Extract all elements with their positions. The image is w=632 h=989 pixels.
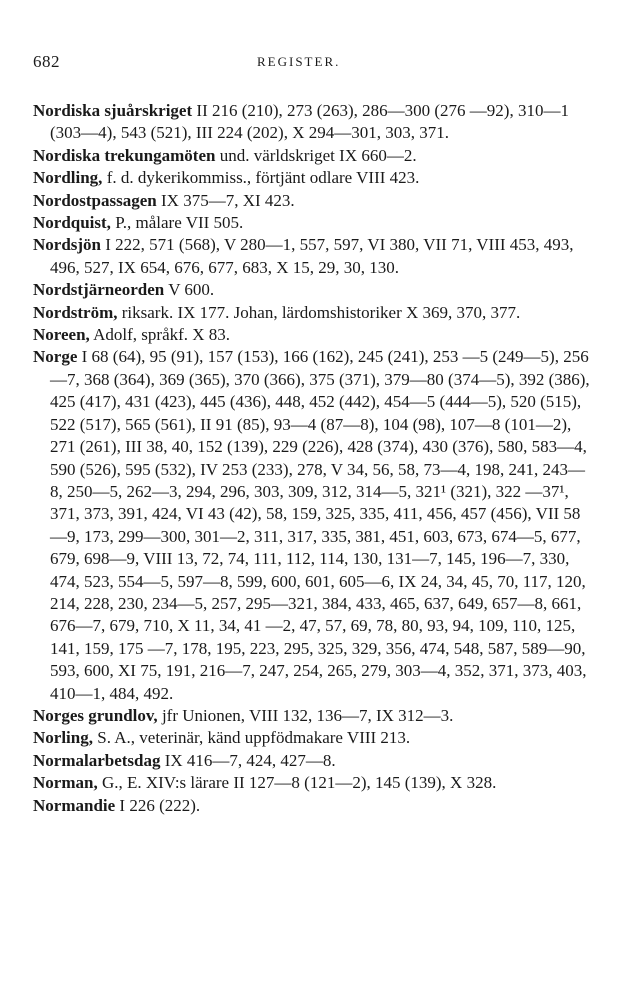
entry-headword: Noreen, [33, 325, 90, 345]
entry-headword: Norling, [33, 728, 93, 748]
index-entry [33, 145, 593, 167]
index-entry [33, 234, 593, 279]
index-entry [33, 795, 593, 817]
entry-headword: Nordiska sjuårskriget [33, 101, 193, 120]
entry-references: P., målare VII 505. [110, 213, 244, 233]
index-entry [33, 212, 593, 234]
entry-references: I 226 (222). [115, 795, 201, 815]
page-number: 682 [33, 52, 60, 71]
index-entry [33, 302, 593, 324]
entry-headword: Nordstjärneorden [33, 280, 165, 300]
entry-headword: Nordiska trekungamöten [33, 145, 216, 165]
index-entries [33, 100, 593, 817]
index-entry [33, 324, 593, 346]
entry-headword: Normalarbetsdag [33, 750, 161, 770]
entry-references: riksark. IX 177. Johan, lärdomshistoriker X 369, 370, 377. [117, 302, 521, 322]
entry-headword: Norge [33, 347, 78, 367]
entry-references: V 600. [164, 280, 215, 300]
entry-headword: Nordling, [33, 168, 103, 188]
entry-references: IX 375—7, XI 423. [156, 190, 295, 210]
index-entry [33, 750, 593, 772]
index-entry [33, 190, 593, 212]
entry-references: S. A., veterinär, känd uppfödmakare VIII 213. [92, 728, 411, 748]
index-entry [33, 727, 593, 749]
entry-references: jfr Unionen, VIII 132, 136—7, IX 312—3. [157, 705, 454, 725]
entry-references: I 222, 571 (568), V 280—1, 557, 597, VI 380, VII 71, VIII 453, 493, 496, 527, IX 654, 676, 677, 683, X 15, 29, 30, 130. [50, 235, 574, 277]
running-head [0, 52, 632, 82]
index-entry [33, 167, 593, 189]
entry-headword: Nordsjön [33, 235, 102, 255]
index-entry [33, 100, 593, 145]
entry-headword: Nordquist, [33, 213, 111, 233]
entry-headword: Norges grundlov, [33, 705, 158, 725]
entry-headword: Normandie [33, 795, 116, 815]
entry-headword: Nordostpassagen [33, 190, 157, 210]
entry-references: IX 416—7, 424, 427—8. [160, 750, 336, 770]
entry-references: f. d. dykerikommiss., förtjänt odlare VIII 423. [102, 168, 420, 188]
entry-references: II 216 (210), 273 (263), 286—300 (276 —92), 310—1 (303—4), 543 (521), III 224 (202), X 294—301, 303, 371. [50, 101, 569, 143]
entry-headword: Norman, [33, 773, 98, 793]
index-entry [33, 772, 593, 794]
running-title: REGISTER. [257, 54, 341, 69]
index-entry [33, 705, 593, 727]
entry-references: G., E. XIV:s lärare II 127—8 (121—2), 145 (139), X 328. [97, 773, 497, 793]
entry-references: Adolf, språkf. X 83. [89, 325, 231, 345]
entry-references: und. världskriget IX 660—2. [215, 145, 417, 165]
entry-references: I 68 (64), 95 (91), 157 (153), 166 (162), 245 (241), 253 —5 (249—5), 256—7, 368 (364), 369 (365), 370 (366), 375 (371), 379—80 (374—5), 392 (386), 425 (417), 431 (423), 445 (436), 448, 452 (442), 454—5 (444—5), 520 (515), 522 (517), 565 (561), II 91 (85), 93—4 (87—8), 104 (98), 107—8 (101—2), 271 (261), III 38, 40, 152 (139), 229 (226), 428 (374), 430 (376), 580, 583—4, 590 (526), 595 (532), IV 253 (233), 278, V 34, 56, 58, 73—4, 198, 241, 243—8, 250—5, 262—3, 294, 296, 303, 309, 312, 314—5, 321¹ (321), 322 —37¹, 371, 373, 391, 424, VI 43 (42), 58, 159, 325, 335, 411, 456, 457 (456), VII 58—9, 173, 299—300, 301—2, 311, 317, 335, 381, 451, 603, 673, 674—5, 677, 679, 698—9, VIII 13, 72, 74, 111, 112, 114, 130, 131—7, 145, 196—7, 330, 474, 523, 554—5, 597—8, 599, 600, 601, 605—6, IX 24, 34, 45, 70, 117, 120, 214, 228, 230, 234—5, 257, 295—321, 384, 433, 465, 637, 649, 657—8, 661, 676—7, 679, 710, X 11, 34, 41 —2, 47, 57, 69, 78, 80, 93, 94, 109, 110, 125, 141, 159, 175 —7, 178, 195, 223, 295, 325, 329, 356, 474, 548, 587, 589—90, 593, 600, XI 75, 191, 216—7, 247, 254, 265, 279, 303—4, 352, 371, 373, 403, 410—1, 484, 492. [50, 347, 590, 703]
index-entry [33, 346, 593, 705]
index-entry [33, 279, 593, 301]
entry-headword: Nordström, [33, 302, 118, 322]
